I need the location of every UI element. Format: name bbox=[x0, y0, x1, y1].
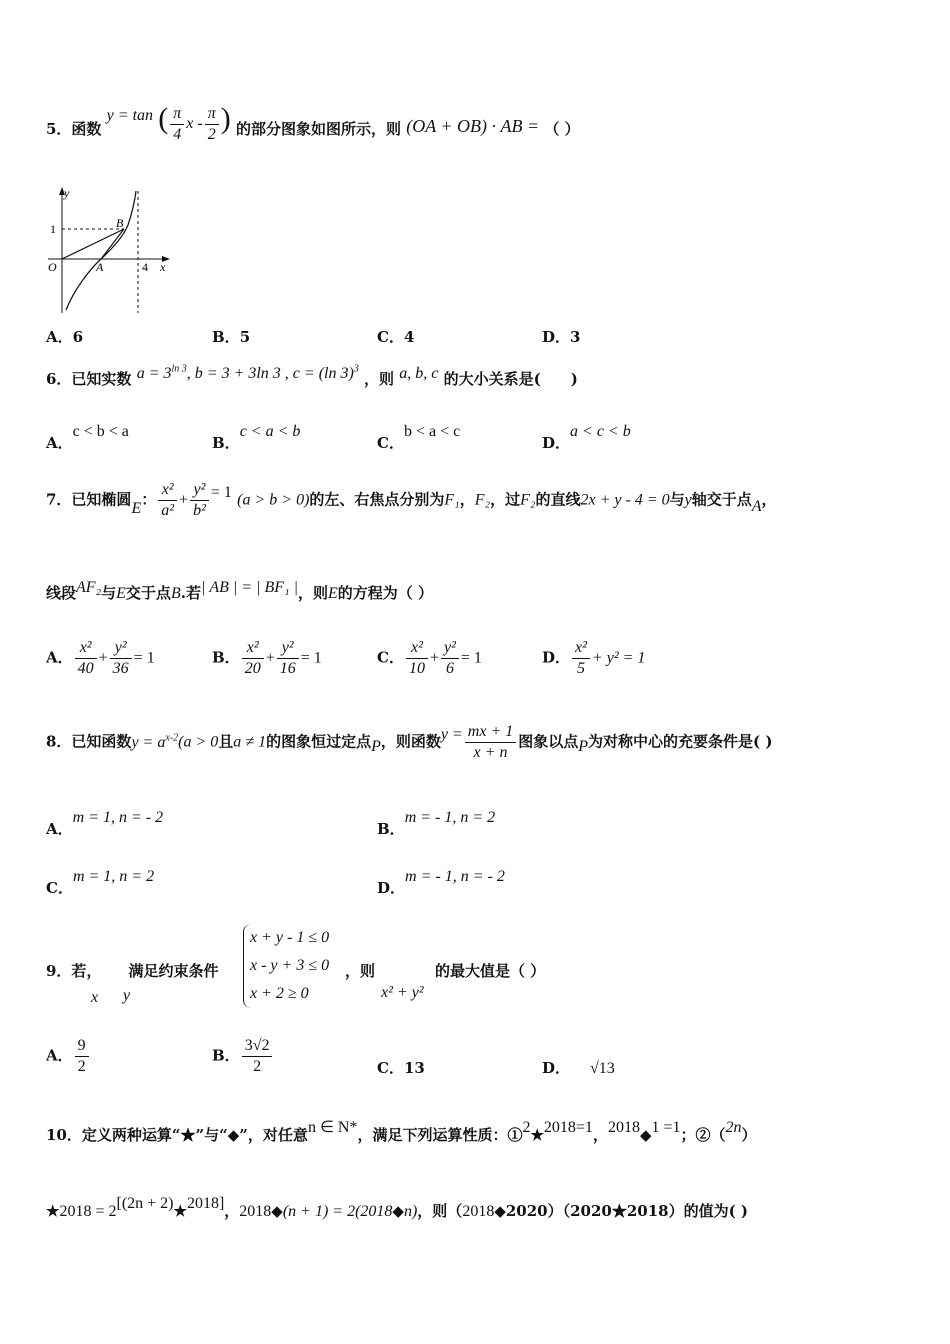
question-5-stem: 5．函数 y = tan ( $\frac{\pi}{4}$ x - $\frac{\pi}{2}$ ) 的部分图象如图所示，则 (OA + OB) · AB = （ ） bbox=[46, 102, 580, 143]
q8-option-c[interactable]: C．m = 1, n = 2 bbox=[46, 868, 155, 897]
q9-option-d[interactable]: D． √13 bbox=[542, 1059, 615, 1077]
tick-1-label: 1 bbox=[50, 222, 56, 236]
q5-expression: (OA + OB) · AB = bbox=[406, 116, 540, 136]
q6-option-a[interactable]: A．c < b < a bbox=[46, 423, 129, 452]
q5-number: 5．函数 bbox=[46, 120, 102, 138]
tan-curve bbox=[66, 191, 136, 310]
question-10-stem-line2: ★2018 = 2[(2n + 2)★2018]，2018◆(n + 1) = 2(2018◆n)，则（2018◆2020）（2020★2018）的值为( ) bbox=[46, 1195, 749, 1220]
q8-option-d[interactable]: D．m = - 1, n = - 2 bbox=[377, 868, 505, 897]
q5-option-d[interactable]: D．3 bbox=[542, 328, 581, 346]
q7-option-b[interactable]: B． $\frac{\text{x²}}{20}$ + $\frac{\text{y²}}{16}$ = 1 bbox=[212, 639, 322, 677]
q6-option-d[interactable]: D．a < c < b bbox=[542, 423, 631, 452]
q7-option-c[interactable]: C． $\frac{\text{x²}}{10}$ + $\frac{\text{y²}}{6}$ = 1 bbox=[377, 639, 482, 677]
question-7-stem-line2: 线段AF₂与E交于点B.若| AB | = | BF₁ |，则E的方程为（ ） bbox=[46, 579, 434, 602]
origin-label: O bbox=[48, 260, 57, 274]
question-9-stem-end: 的最大值是（ ） bbox=[435, 962, 546, 980]
q9-constraint-system: x + y - 1 ≤ 0 x - y + 3 ≤ 0 x + 2 ≥ 0 bbox=[243, 924, 329, 1008]
q5-option-b[interactable]: B．5 bbox=[212, 328, 251, 346]
question-8-stem: 8．已知函数$y = a^{x-2}(a > 0$且a ≠ 1的图象恒过定点P，则函数y = $\frac{mx + 1}{x + n}$ 图象以点P为对称中心的充要条件是( ) bbox=[46, 723, 773, 761]
point-b-label: B bbox=[116, 216, 124, 230]
q9-option-c[interactable]: C．13 bbox=[377, 1059, 425, 1077]
q9-option-a[interactable]: A． $\frac{9}{2}$ bbox=[46, 1036, 91, 1077]
q9-var-y: y bbox=[123, 987, 131, 1004]
q9-var-x: x bbox=[91, 989, 99, 1006]
q9-option-b[interactable]: B． $\frac{3√2}{2}$ bbox=[212, 1036, 274, 1077]
question-7-stem-line1: 7．已知椭圆E： $\frac{\text{x²}}{\text{a²}}$ + $\frac{\text{y²}}{\text{b²}}$ = 1 (a > b > 0)的左、右焦点分别为F₁，F₂，过F₂的直线2x + y - 4 = 0与y轴交于点A， bbox=[46, 481, 777, 519]
tangent-graph bbox=[44, 185, 174, 315]
q5-func: y = tan bbox=[106, 107, 154, 124]
point-a-label: A bbox=[96, 260, 104, 274]
q7-option-a[interactable]: A． $\frac{\text{x²}}{40}$ + $\frac{\text{y²}}{36}$ = 1 bbox=[46, 639, 155, 677]
question-9-stem-tail: ，则 bbox=[345, 962, 376, 980]
question-10-stem-line1: 10．定义两种运算“★”与“◆”，对任意n ∈ N*，满足下列运算性质：①2★2018=1，2018◆1 =1；②（2n） bbox=[46, 1119, 757, 1144]
q8-option-b[interactable]: B．m = - 1, n = 2 bbox=[377, 809, 496, 838]
q5-option-a[interactable]: A．6 bbox=[46, 328, 84, 346]
q7-option-d[interactable]: D． $\frac{\text{x²}}{5}$ + y² = 1 bbox=[542, 639, 646, 677]
y-label: y bbox=[64, 186, 70, 200]
q9-target: x² + y² bbox=[381, 984, 424, 1001]
segment-OB bbox=[62, 229, 124, 259]
q6-option-b[interactable]: B．c < a < b bbox=[212, 423, 301, 452]
question-9-stem: 9．若， 满足约束条件 bbox=[46, 962, 219, 980]
x-label: x bbox=[160, 260, 166, 274]
tick-4-label: 4 bbox=[142, 260, 148, 274]
q5-option-c[interactable]: C．4 bbox=[377, 328, 415, 346]
segment-AB bbox=[101, 229, 124, 259]
question-6-stem: 6．已知实数 $a = 3^{ln 3}$, b = 3 + 3ln 3 , c = (ln 3)$^3$ ，则 a, b, c 的大小关系是( ) bbox=[46, 363, 578, 388]
q6-option-c[interactable]: C．b < a < c bbox=[377, 423, 461, 452]
q8-option-a[interactable]: A．m = 1, n = - 2 bbox=[46, 809, 164, 838]
